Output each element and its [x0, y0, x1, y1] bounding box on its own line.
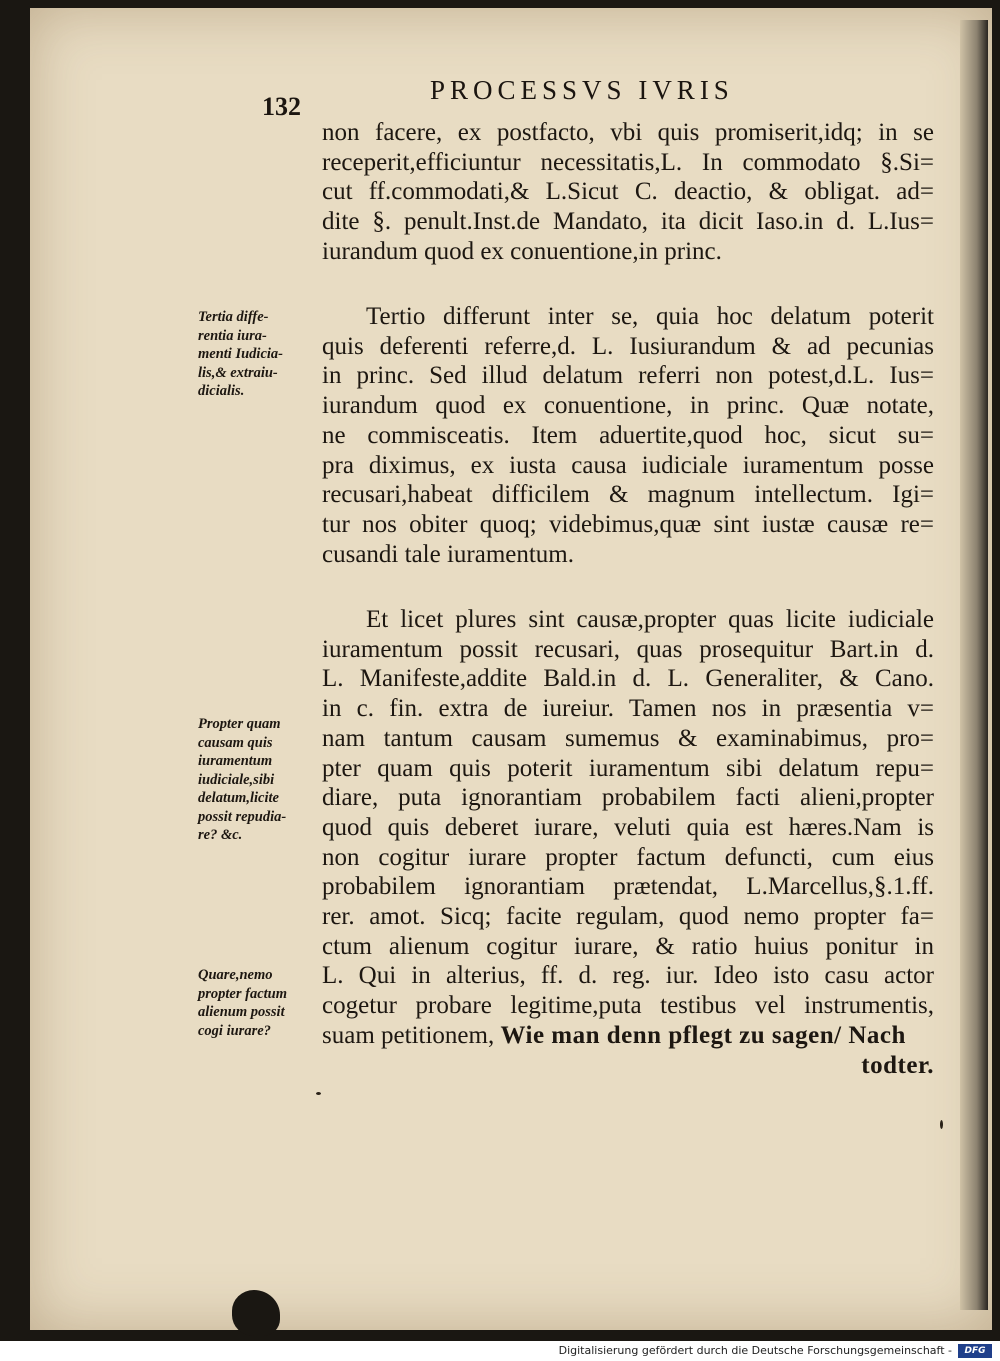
text-line: recusari,habeat difficilem & magnum intellectum. Igi=: [322, 481, 934, 509]
text-line: Tertio differunt inter se, quia hoc delatum poterit: [366, 303, 934, 330]
marginal-line: causam quis: [198, 734, 273, 751]
text-line: non facere, ex postfacto, vbi quis promiserit,idq; in se: [322, 119, 934, 146]
text-line: iuramentum possit recusari, quas prosequitur Bart.in d.: [322, 635, 934, 663]
text-line: cusandi tale iuramentum.: [322, 540, 575, 568]
marginal-line: lis,& extraiu-: [198, 364, 278, 381]
footer-credit: Digitalisierung gefördert durch die Deutsche Forschungsgemeinschaft -: [558, 1344, 952, 1357]
marginal-line: Quare,nemo: [198, 967, 273, 983]
text-line: quod quis deberet iurare, veluti quia est hæres.Nam is: [322, 813, 934, 841]
text-line: cut ff.commodati,& L.Sicut C. deactio, & obligat. ad=: [322, 178, 934, 206]
page-number: 132: [262, 92, 301, 121]
text-line: diare, puta ignorantiam probabilem facti alieni,propter: [322, 784, 934, 812]
marginal-line: Propter quam: [198, 716, 281, 732]
dfg-logo: DFG: [958, 1344, 992, 1358]
paragraph-3: [322, 605, 934, 1080]
marginal-line: rentia iura-: [198, 327, 267, 344]
final-line: [322, 1021, 934, 1051]
text-line: ctum alienum cogitur iurare, & ratio huius ponitur in: [322, 932, 934, 960]
catchword: [322, 1051, 934, 1081]
marginal-line: iuramentum: [198, 753, 273, 769]
page-edge: [960, 20, 988, 1310]
text-line: dite §. penult.Inst.de Mandato, ita dicit Iaso.in d. L.Ius=: [322, 208, 934, 236]
footer-bar: [0, 1341, 1000, 1361]
paragraph-2: [322, 302, 934, 569]
text-line: probabilem ignorantiam prætendat, L.Marcellus,§.1.ff.: [322, 873, 934, 901]
marginal-line: alienum possit: [198, 1004, 285, 1020]
text-line: quis deferenti referre,d. L. Iusiurandum & ad pecunias: [322, 332, 934, 360]
paragraph-1: [322, 118, 934, 267]
blackletter-german-text: Wie man denn pflegt zu sagen/ Nach: [500, 1021, 906, 1049]
page-tear: [232, 1290, 280, 1336]
catchword-text: todter.: [861, 1051, 934, 1079]
marginal-note-1: [198, 308, 320, 401]
text-line: iurandum quod ex conuentione, in princ. Quæ notate,: [322, 392, 934, 420]
text-line: iurandum quod ex conuentione,in princ.: [322, 237, 722, 265]
text-line: rer. amot. Sicq; facite regulam, quod nemo propter fa=: [322, 903, 934, 931]
marginal-line: dicialis.: [198, 383, 245, 399]
text-line: in c. fin. extra de iureiur. Tamen nos in præsentia v=: [322, 695, 934, 723]
marginal-note-3: [198, 966, 320, 1040]
text-line: in princ. Sed illud delatum referri non potest,d.L. Ius=: [322, 362, 934, 390]
marginal-line: delatum,licite: [198, 790, 279, 806]
marginal-line: re? &c.: [198, 827, 243, 843]
marginal-note-2: [198, 715, 320, 845]
final-latin-text: suam petitionem,: [322, 1021, 495, 1049]
text-line: Et licet plures sint causæ,propter quas licite iudiciale: [366, 606, 934, 633]
marginal-line: menti Iudicia-: [198, 346, 283, 362]
text-line: L. Qui in alterius, ff. d. reg. iur. Ideo isto casu actor: [322, 962, 934, 990]
text-line: tur nos obiter quoq; videbimus,quæ sint iustæ causæ re=: [322, 510, 934, 538]
text-line: ne commisceatis. Item aduertite,quod hoc, sicut su=: [322, 421, 934, 449]
marginal-line: propter factum: [198, 985, 288, 1002]
text-line: receperit,efficiuntur necessitatis,L. In commodato §.Si=: [322, 148, 934, 176]
text-line: pter quam quis poterit iuramentum sibi delatum repu=: [322, 754, 934, 782]
text-line: nam tantum causam sumemus & examinabimus, pro=: [322, 724, 934, 752]
text-line: L. Manifeste,addite Bald.in d. L. Generaliter, & Cano.: [322, 665, 934, 693]
text-line: pra diximus, ex iusta causa iudiciale iuramentum posse: [322, 451, 934, 479]
marginal-line: possit repudia-: [198, 808, 287, 825]
text-line: cogetur probare legitime,puta testibus vel instrumentis,: [322, 992, 934, 1020]
text-line: non cogitur iurare propter factum defuncti, cum eius: [322, 843, 934, 871]
marginal-line: Tertia diffe-: [198, 309, 269, 325]
marginal-line: iudiciale,sibi: [198, 771, 275, 788]
marginal-line: cogi iurare?: [198, 1022, 271, 1039]
running-head: PROCESSVS IVRIS: [430, 75, 734, 105]
ink-speck: [316, 1092, 321, 1095]
ink-speck: [940, 1120, 943, 1129]
